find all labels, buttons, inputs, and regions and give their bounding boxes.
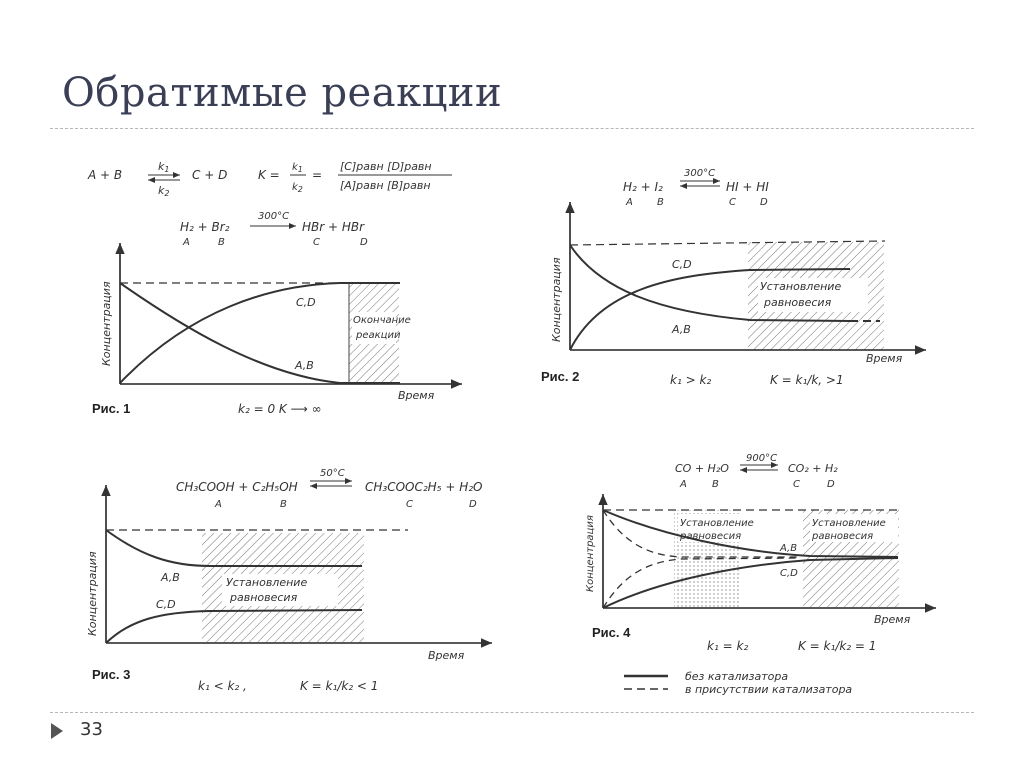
fig3-label-a: A [215, 499, 222, 510]
fig1-curve-ab: A,B [295, 359, 314, 372]
fig1-label-a: A [183, 237, 190, 248]
fig1-ylabel: Концентрация [100, 281, 113, 366]
fig3-ylabel: Концентрация [86, 551, 99, 636]
fig2-cond1: k₁ > k₂ [670, 373, 712, 387]
fig1-label-d: D [360, 237, 368, 248]
fig1-zone-line2: реакции [356, 330, 401, 341]
fig2-caption: Рис. 2 [541, 369, 580, 384]
fig1-reaction-rhs: HBr + HBr [302, 220, 365, 234]
fig4-reaction-lhs: CO + H₂O [675, 462, 729, 475]
fig1-eq-k2: k2 [158, 184, 170, 198]
fig1-caption: Рис. 1 [92, 401, 131, 416]
fig4-label-b: B [712, 479, 719, 490]
fig1-K-k1: $k_1$ [292, 162, 303, 174]
figure-3 [86, 468, 492, 693]
fig1-eq-rhs: C + D [192, 168, 228, 182]
fig2-label-c: C [729, 197, 736, 208]
fig3-zone-line2: равновесия [230, 591, 298, 604]
fig3-reaction-lhs: CH₃COOH + C₂H₅OH [176, 480, 298, 494]
fig1-zone-line1: Окончание [353, 315, 411, 326]
svg-text:=: = [312, 168, 323, 182]
page-number: 33 [80, 719, 103, 740]
legend-dashed-label: в присутствии катализатора [685, 683, 853, 696]
fig3-label-b: B [280, 499, 287, 510]
fig3-zone-line1: Установление [226, 576, 308, 589]
fig3-caption: Рис. 3 [92, 667, 131, 682]
fig1-eq-k1: k1 [158, 160, 170, 174]
fig4-curve-ab: A,B [780, 543, 798, 554]
fig4-zone1-line2: равновесия [680, 531, 742, 542]
fig2-ylabel: Концентрация [550, 257, 563, 342]
fig4-caption: Рис. 4 [592, 625, 631, 640]
fig2-curve-cd: C,D [672, 258, 692, 271]
figure-1 [87, 160, 462, 416]
fig3-condK: K = k₁/k₂ < 1 [300, 679, 379, 693]
fig2-reaction-lhs: H₂ + I₂ [623, 180, 663, 194]
fig4-label-d: D [827, 479, 835, 490]
fig2-label-a: A [626, 197, 633, 208]
fig2-reaction-cond: 300°C [684, 168, 716, 179]
fig1-reaction-cond: 300°C [258, 211, 290, 222]
fig1-reaction-lhs: H₂ + Br₂ [180, 220, 230, 234]
fig1-label-c: C [313, 237, 320, 248]
fig2-label-d: D [760, 197, 768, 208]
fig3-cond1: k₁ < k₂ , [198, 679, 247, 693]
fig3-reaction-rhs: CH₃COOC₂H₅ + H₂O [365, 480, 483, 494]
play-icon [50, 722, 64, 740]
fig3-label-d: D [469, 499, 477, 510]
fig4-label-c: C [793, 479, 800, 490]
fig1-label-b: B [218, 237, 225, 248]
fig4-reaction-rhs: CO₂ + H₂ [788, 462, 838, 475]
fig1-condition: k₂ = 0 K ⟶ ∞ [238, 402, 322, 416]
fig4-zone1-line1: Установление [680, 518, 754, 529]
fig1-eq-lhs: A + B [88, 168, 123, 182]
footer-divider [50, 712, 974, 713]
fig4-zone2-line2: равновесия [812, 531, 874, 542]
figure-2 [541, 168, 926, 387]
fig1-K-k2: $k_2$ [292, 182, 303, 194]
fig4-ylabel: Концентрация [585, 515, 596, 592]
fig2-label-b: B [657, 197, 664, 208]
fig4-curve-cd: C,D [780, 568, 798, 579]
fig1-xlabel: Время [398, 389, 435, 402]
fig3-xlabel: Время [428, 649, 465, 662]
fig4-label-a: A [680, 479, 687, 490]
fig4-reaction-cond: 900°C [746, 453, 778, 464]
fig2-zone-line1: Установление [760, 280, 842, 293]
fig4-condK: K = k₁/k₂ = 1 [798, 639, 877, 653]
fig3-reaction-cond: 50°C [320, 468, 345, 479]
fig4-cond1: k₁ = k₂ [707, 639, 749, 653]
fig4-xlabel: Время [874, 613, 911, 626]
fig3-curve-cd: C,D [156, 598, 176, 611]
figure-4 [585, 453, 936, 696]
fig1-curve-cd: C,D [296, 296, 316, 309]
fig1-K: K = [258, 168, 280, 182]
slide-title: Обратимые реакции [62, 70, 503, 116]
fig2-condK: K = k₁/k, >1 [770, 373, 844, 387]
fig2-curve-ab: A,B [672, 323, 691, 336]
fig2-zone-line2: равновесия [764, 296, 832, 309]
fig3-label-c: C [406, 499, 413, 510]
fig1-K-numerator: [C]равн [D]равн [340, 160, 432, 173]
fig3-curve-ab: A,B [161, 571, 180, 584]
fig4-zone2-line1: Установление [812, 518, 886, 529]
fig2-reaction-rhs: HI + HI [726, 180, 769, 194]
fig1-K-denominator: [A]равн [B]равн [340, 179, 431, 192]
fig2-xlabel: Время [866, 352, 903, 365]
legend-solid-label: без катализатора [685, 670, 789, 683]
